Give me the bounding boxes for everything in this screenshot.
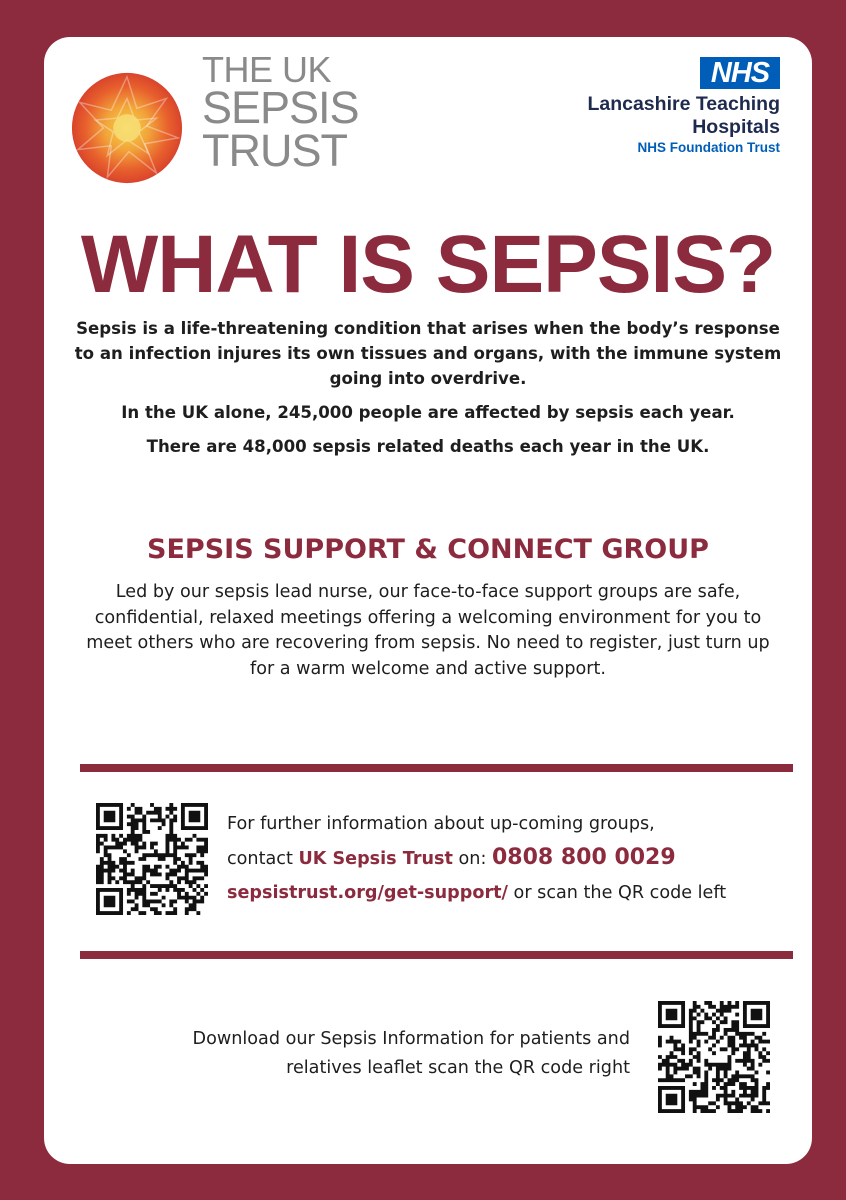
nhs-org-line-2: Hospitals <box>692 116 780 138</box>
download-line-1: Download our Sepsis Information for patients and <box>192 1029 630 1049</box>
divider <box>80 764 793 772</box>
qr-code-icon[interactable] <box>96 803 208 915</box>
download-info <box>74 1025 630 1083</box>
qr-code-icon[interactable] <box>658 1001 770 1113</box>
contact-info <box>227 807 726 910</box>
page-title: WHAT IS SEPSIS? <box>80 219 776 310</box>
logo-line-2: SEPSIS <box>202 82 359 134</box>
intro-paragraph-deaths: There are 48,000 sepsis related deaths each year in the UK. <box>146 437 710 456</box>
nhs-logo: NHS <box>700 57 780 89</box>
support-group-heading: SEPSIS SUPPORT & CONNECT GROUP <box>147 534 709 565</box>
contact-org-name: UK Sepsis Trust <box>298 849 453 869</box>
support-group-description: Led by our sepsis lead nurse, our face-to-face support groups are safe, confidential, relaxed meetings offering a welcoming environment for you to meet others who are recovering from sepsis. No need to register, just turn up for a warm welcome and active support. <box>86 582 770 679</box>
intro-paragraph-definition: Sepsis is a life-threatening condition that arises when the body’s response to an infection injures its own tissues and organs, with the immune system going into overdrive. <box>74 319 782 388</box>
divider <box>80 951 793 959</box>
intro-paragraph-affected: In the UK alone, 245,000 people are affected by sepsis each year. <box>121 403 735 422</box>
logo-line-3: TRUST <box>202 124 347 176</box>
intro-section <box>64 316 792 468</box>
sepsis-trust-sunburst-icon <box>68 69 186 187</box>
contact-line-1: For further information about up-coming groups, <box>227 814 655 834</box>
contact-line-2 <box>227 841 726 876</box>
contact-mid: on: <box>452 849 492 869</box>
logo-line-1: THE UK <box>202 49 332 90</box>
contact-line-3 <box>227 876 726 910</box>
contact-suffix: or scan the QR code left <box>507 883 727 903</box>
support-url-link[interactable]: sepsistrust.org/get-support/ <box>227 883 508 903</box>
download-line-2: relatives leaflet scan the QR code right <box>286 1058 630 1078</box>
poster-card <box>44 37 812 1164</box>
contact-prefix: contact <box>227 849 299 869</box>
sepsis-trust-wordmark <box>202 49 359 176</box>
nhs-organisation-name <box>587 93 780 156</box>
nhs-org-line-1: Lancashire Teaching <box>587 93 780 115</box>
nhs-org-line-3: NHS Foundation Trust <box>637 140 780 155</box>
phone-number[interactable]: 0808 800 0029 <box>491 845 676 870</box>
